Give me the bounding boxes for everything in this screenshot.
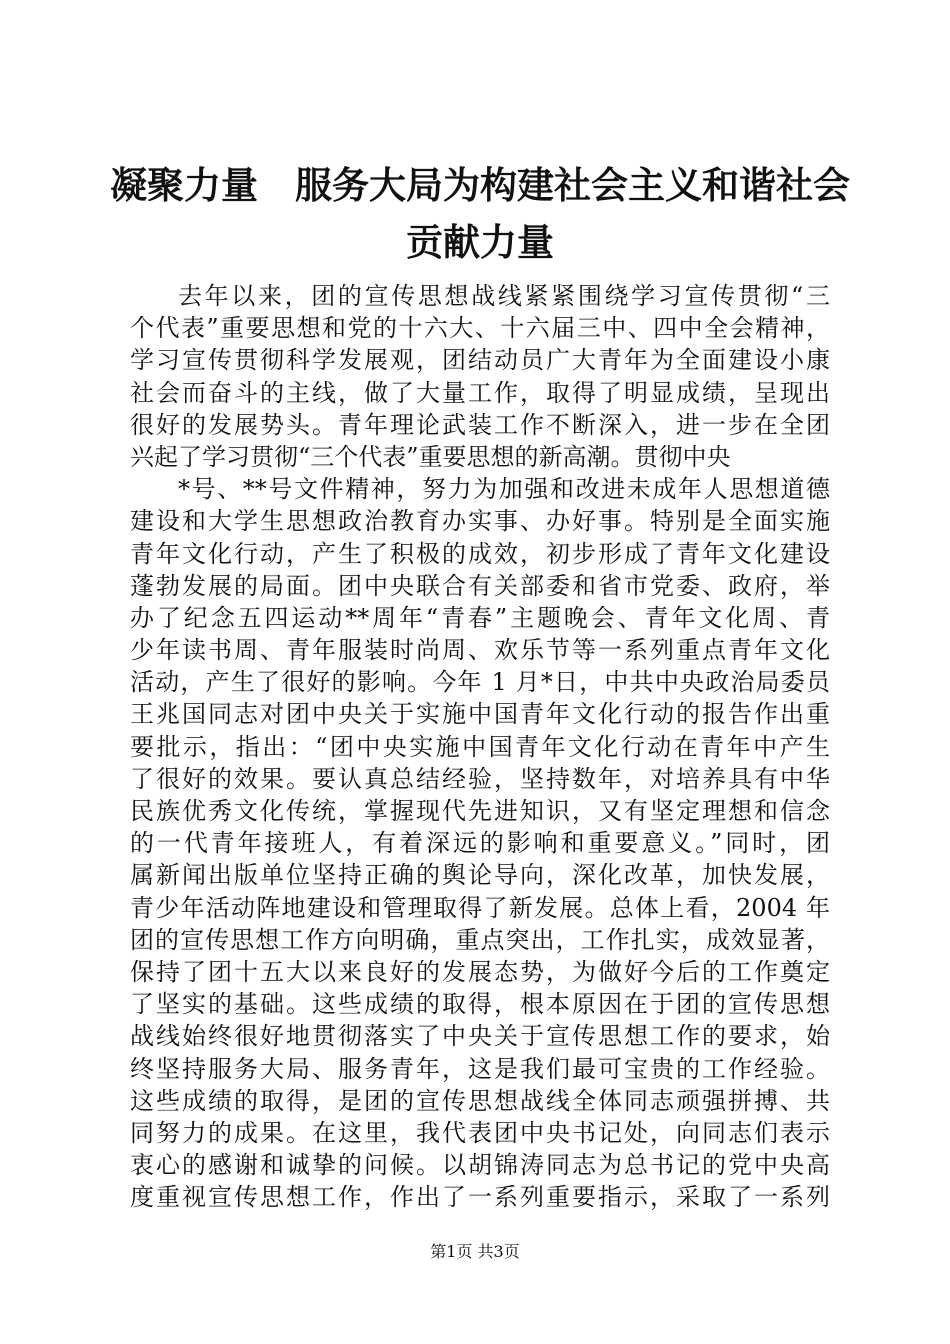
body-line: *号、**号文件精神，努力为加强和改进未成年人思想道德 (178, 475, 830, 504)
body-line: 社会而奋斗的主线，做了大量工作，取得了明显成绩，呈现出 (130, 378, 830, 407)
body-line: 办了纪念五四运动**周年“青春”主题晚会、青年文化周、青 (130, 603, 830, 632)
body-line: 兴起了学习贯彻“三个代表”重要思想的新高潮。贯彻中央 (130, 442, 731, 471)
body-line: 这些成绩的取得，是团的宣传思想战线全体同志顽强拼搏、共 (130, 1086, 830, 1115)
body-line: 了坚实的基础。这些成绩的取得，根本原因在于团的宣传思想 (130, 990, 830, 1019)
body-line: 王兆国同志对团中央关于实施中国青年文化行动的报告作出重 (130, 700, 830, 729)
body-line: 战线始终很好地贯彻落实了中央关于宣传思想工作的要求，始 (130, 1022, 830, 1051)
page-footer: 第1页 共3页 (430, 1242, 520, 1261)
body-line: 度重视宣传思想工作，作出了一系列重要指示，采取了一系列 (130, 1183, 830, 1212)
body-line: 青少年活动阵地建设和管理取得了新发展。总体上看，2004 年 (130, 893, 830, 922)
body-line: 属新闻出版单位坚持正确的舆论导向，深化改革，加快发展， (130, 861, 830, 890)
body-line: 去年以来，团的宣传思想战线紧紧围绕学习宣传贯彻“三 (178, 282, 830, 310)
body-line: 个代表”重要思想和党的十六大、十六届三中、四中全会精神， (130, 314, 830, 343)
body-line: 建设和大学生思想政治教育办实事、办好事。特别是全面实施 (130, 507, 830, 536)
document-title-line-2: 贡献力量 (406, 220, 554, 264)
body-line: 同努力的成果。在这里，我代表团中央书记处，向同志们表示 (130, 1118, 830, 1147)
body-line: 团的宣传思想工作方向明确，重点突出，工作扎实，成效显著， (130, 925, 830, 954)
body-line: 很好的发展势头。青年理论武装工作不断深入，进一步在全团 (130, 410, 830, 439)
document-body (130, 280, 830, 1213)
body-line: 学习宣传贯彻科学发展观，团结动员广大青年为全面建设小康 (130, 346, 830, 375)
body-line: 衷心的感谢和诚挚的问候。以胡锦涛同志为总书记的党中央高 (130, 1151, 830, 1180)
document-title-line-1: 凝聚力量 服务大局为构建社会主义和谐社会 (110, 163, 850, 207)
body-line: 青年文化行动，产生了积极的成效，初步形成了青年文化建设 (130, 539, 830, 568)
body-line: 民族优秀文化传统，掌握现代先进知识，又有坚定理想和信念 (130, 797, 830, 825)
body-line: 了很好的效果。要认真总结经验，坚持数年，对培养具有中华 (130, 764, 830, 793)
body-line: 活动，产生了很好的影响。今年 1 月*日，中共中央政治局委员 (130, 668, 830, 697)
body-line: 蓬勃发展的局面。团中央联合有关部委和省市党委、政府，举 (130, 571, 830, 600)
body-line: 终坚持服务大局、服务青年，这是我们最可宝贵的工作经验。 (130, 1054, 830, 1083)
body-line: 要批示，指出：“团中央实施中国青年文化行动在青年中产生 (130, 732, 830, 761)
body-line: 的一代青年接班人，有着深远的影响和重要意义。”同时，团 (130, 829, 830, 858)
body-line: 保持了团十五大以来良好的发展态势，为做好今后的工作奠定 (130, 957, 830, 986)
body-line: 少年读书周、青年服装时尚周、欢乐节等一系列重点青年文化 (130, 636, 830, 665)
